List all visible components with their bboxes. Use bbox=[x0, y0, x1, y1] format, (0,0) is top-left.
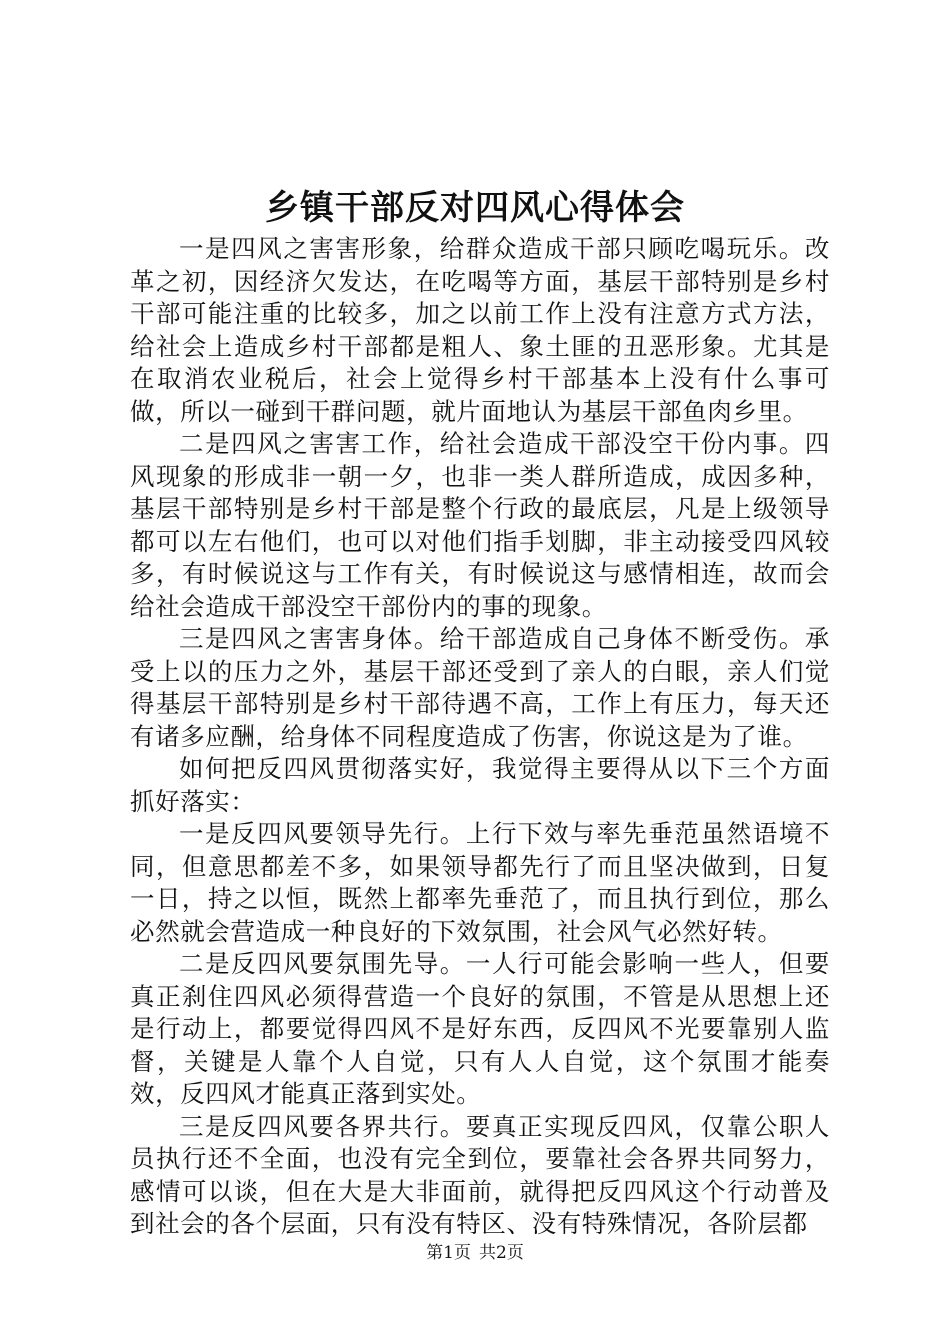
paragraph-5: 一是反四风要领导先行。上行下效与率先垂范虽然语境不同，但意思都差不多，如果领导都先行了而且坚决做到，日复一日，持之以恒，既然上都率先垂范了，而且执行到位，那么必然就会营造成一种良好的下效氛围，社会风气必然好转。 bbox=[130, 819, 830, 946]
paragraph-1: 一是四风之害害形象，给群众造成干部只顾吃喝玩乐。改革之初，因经济欠发达，在吃喝等方面，基层干部特别是乡村干部可能注重的比较多，加之以前工作上没有注意方式方法，给社会上造成乡村干部都是粗人、象土匪的丑恶形象。尤其是在取消农业税后，社会上觉得乡村干部基本上没有什么事可做，所以一碰到干群问题，就片面地认为基层干部鱼肉乡里。 bbox=[130, 234, 830, 426]
paragraph-2: 二是四风之害害工作，给社会造成干部没空干份内事。四风现象的形成非一朝一夕，也非一类人群所造成，成因多种，基层干部特别是乡村干部是整个行政的最底层，凡是上级领导都可以左右他们，也可以对他们指手划脚，非主动接受四风较多，有时候说这与工作有关，有时候说这与感情相连，故而会给社会造成干部没空干部份内的事的现象。 bbox=[130, 429, 830, 621]
page-number-current: 第1页 bbox=[426, 1243, 471, 1263]
document-title: 乡镇干部反对四风心得体会 bbox=[265, 188, 685, 228]
paragraph-7: 三是反四风要各界共行。要真正实现反四风，仅靠公职人员执行还不全面，也没有完全到位，要靠社会各界共同努力，感情可以谈，但在大是大非面前，就得把反四风这个行动普及到社会的各个层面，只有没有特区、没有特殊情况，各阶层都 bbox=[130, 1111, 830, 1238]
page-footer bbox=[0, 1241, 950, 1265]
paragraph-4: 如何把反四风贯彻落实好，我觉得主要得从以下三个方面抓好落实： bbox=[130, 754, 830, 816]
document-body bbox=[130, 233, 830, 1241]
page-number-total: 共2页 bbox=[479, 1243, 524, 1263]
paragraph-3: 三是四风之害害身体。给干部造成自己身体不断受伤。承受上以的压力之外，基层干部还受到了亲人的白眼，亲人们觉得基层干部特别是乡村干部待遇不高，工作上有压力，每天还有诸多应酬，给身体不同程度造成了伤害，你说这是为了谁。 bbox=[130, 624, 830, 751]
paragraph-6: 二是反四风要氛围先导。一人行可能会影响一些人，但要真正刹住四风必须得营造一个良好的氛围，不管是从思想上还是行动上，都要觉得四风不是好东西，反四风不光要靠别人监督，关键是人靠个人自觉，只有人人自觉，这个氛围才能奏效，反四风才能真正落到实处。 bbox=[130, 949, 830, 1108]
